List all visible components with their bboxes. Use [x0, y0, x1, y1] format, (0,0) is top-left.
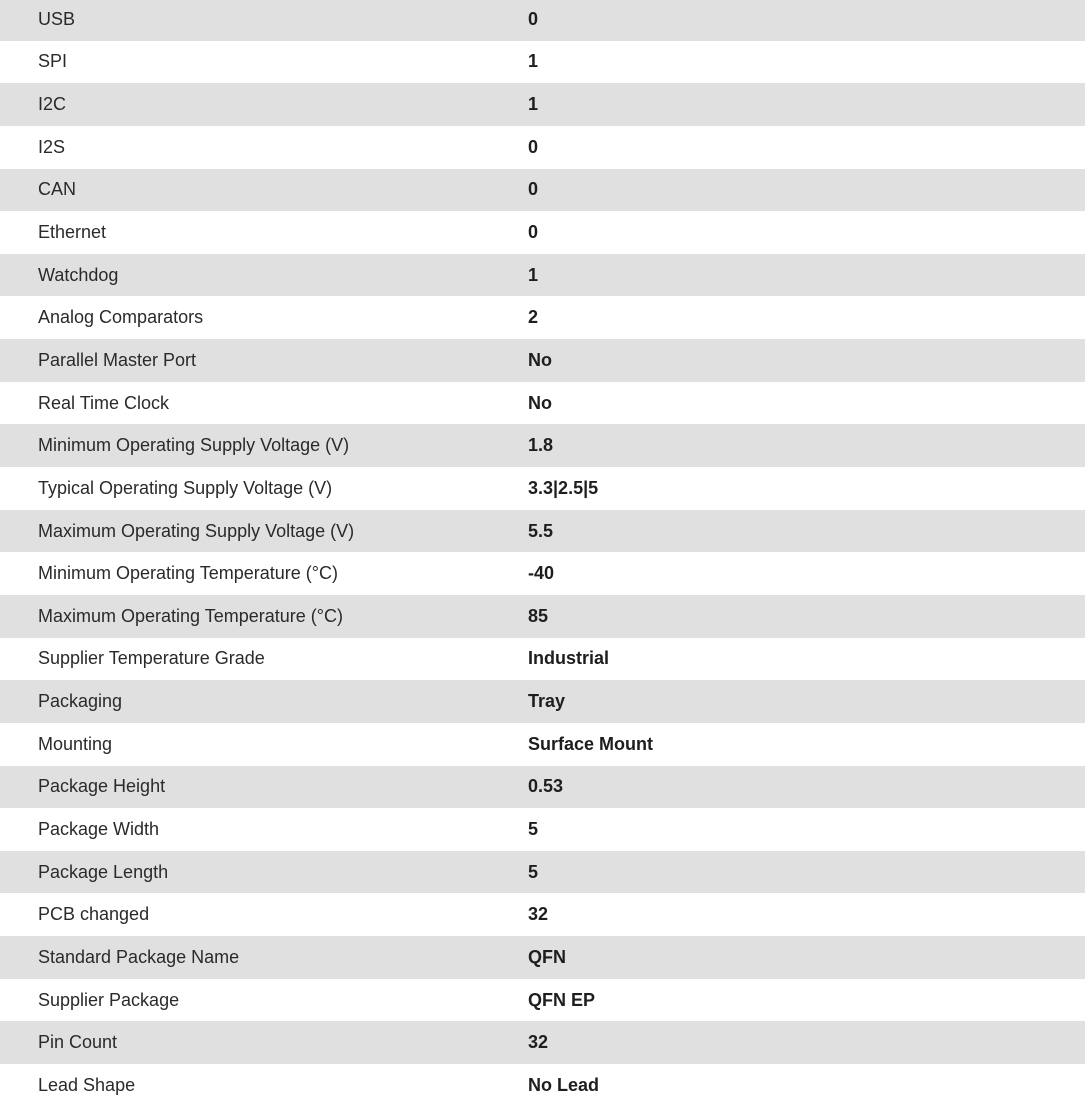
- spec-label: Maximum Operating Supply Voltage (V): [38, 520, 355, 541]
- spec-label: Package Height: [38, 776, 166, 797]
- spec-label: CAN: [38, 179, 77, 200]
- spec-label: Package Length: [38, 861, 169, 882]
- spec-label: PCB changed: [38, 904, 150, 925]
- spec-row-package-length: [0, 851, 1085, 894]
- spec-label: Watchdog: [38, 264, 119, 285]
- spec-label: Pin Count: [38, 1032, 118, 1053]
- spec-label: Ethernet: [38, 222, 107, 243]
- spec-label: Lead Shape: [38, 1074, 136, 1095]
- spec-value: QFN: [528, 946, 566, 967]
- spec-label: I2C: [38, 94, 67, 115]
- spec-value: 1: [528, 94, 539, 115]
- spec-row-i2c: [0, 83, 1085, 126]
- spec-row-max-temperature: [0, 595, 1085, 638]
- spec-row-max-supply-voltage: [0, 510, 1085, 553]
- spec-row-typical-supply-voltage: [0, 467, 1085, 510]
- spec-row-real-time-clock: [0, 382, 1085, 425]
- spec-row-package-height: [0, 766, 1085, 809]
- spec-value: Surface Mount: [528, 733, 654, 754]
- spec-value: -40: [528, 563, 555, 584]
- spec-label: Packaging: [38, 691, 123, 712]
- spec-value: 2: [528, 307, 539, 328]
- spec-row-packaging: [0, 680, 1085, 723]
- spec-row-mounting: [0, 723, 1085, 766]
- spec-row-temperature-grade: [0, 638, 1085, 681]
- spec-value: Tray: [528, 691, 566, 712]
- spec-row-min-temperature: [0, 552, 1085, 595]
- spec-row-pcb-changed: [0, 893, 1085, 936]
- spec-label: Analog Comparators: [38, 307, 204, 328]
- spec-value: 1: [528, 264, 539, 285]
- spec-label: Real Time Clock: [38, 392, 170, 413]
- spec-value: No Lead: [528, 1074, 600, 1095]
- spec-label: Minimum Operating Supply Voltage (V): [38, 435, 350, 456]
- spec-row-min-supply-voltage: [0, 424, 1085, 467]
- spec-value: 5: [528, 818, 539, 839]
- spec-label: Minimum Operating Temperature (°C): [38, 563, 338, 584]
- spec-label: Package Width: [38, 818, 160, 839]
- spec-value: 0: [528, 222, 539, 243]
- spec-row-supplier-package: [0, 979, 1085, 1022]
- spec-label: Maximum Operating Temperature (°C): [38, 605, 343, 626]
- spec-row-watchdog: [0, 254, 1085, 297]
- spec-row-standard-package-name: [0, 936, 1085, 979]
- spec-row-i2s: [0, 126, 1085, 169]
- spec-value: 1.8: [528, 435, 554, 456]
- spec-value: 1: [528, 51, 539, 72]
- spec-value: 3.3|2.5|5: [528, 477, 599, 498]
- spec-label: Standard Package Name: [38, 946, 240, 967]
- spec-value: 0.53: [528, 776, 564, 797]
- spec-value: No: [528, 392, 552, 413]
- spec-row-can: [0, 169, 1085, 212]
- spec-row-parallel-master-port: [0, 339, 1085, 382]
- spec-row-pin-count: [0, 1021, 1085, 1064]
- spec-value: 5.5: [528, 520, 554, 541]
- spec-value: 0: [528, 8, 539, 29]
- spec-label: SPI: [38, 51, 68, 72]
- spec-value: No: [528, 349, 552, 370]
- spec-value: 5: [528, 861, 539, 882]
- spec-value: 85: [528, 605, 549, 626]
- spec-row-ethernet: [0, 211, 1085, 254]
- spec-label: Supplier Temperature Grade: [38, 648, 265, 669]
- spec-row-usb: [0, 0, 1085, 41]
- spec-value: 32: [528, 1032, 549, 1053]
- spec-label: Typical Operating Supply Voltage (V): [38, 477, 333, 498]
- spec-row-spi: [0, 41, 1085, 84]
- spec-row-lead-shape: [0, 1064, 1085, 1107]
- spec-value: 32: [528, 904, 549, 925]
- spec-value: Industrial: [528, 648, 610, 669]
- spec-row-analog-comparators: [0, 296, 1085, 339]
- spec-label: USB: [38, 8, 76, 29]
- spec-value: 0: [528, 179, 539, 200]
- spec-label: I2S: [38, 136, 66, 157]
- spec-label: Supplier Package: [38, 989, 180, 1010]
- spec-value: QFN EP: [528, 989, 596, 1010]
- spec-row-package-width: [0, 808, 1085, 851]
- spec-label: Mounting: [38, 733, 113, 754]
- spec-value: 0: [528, 136, 539, 157]
- spec-label: Parallel Master Port: [38, 349, 197, 370]
